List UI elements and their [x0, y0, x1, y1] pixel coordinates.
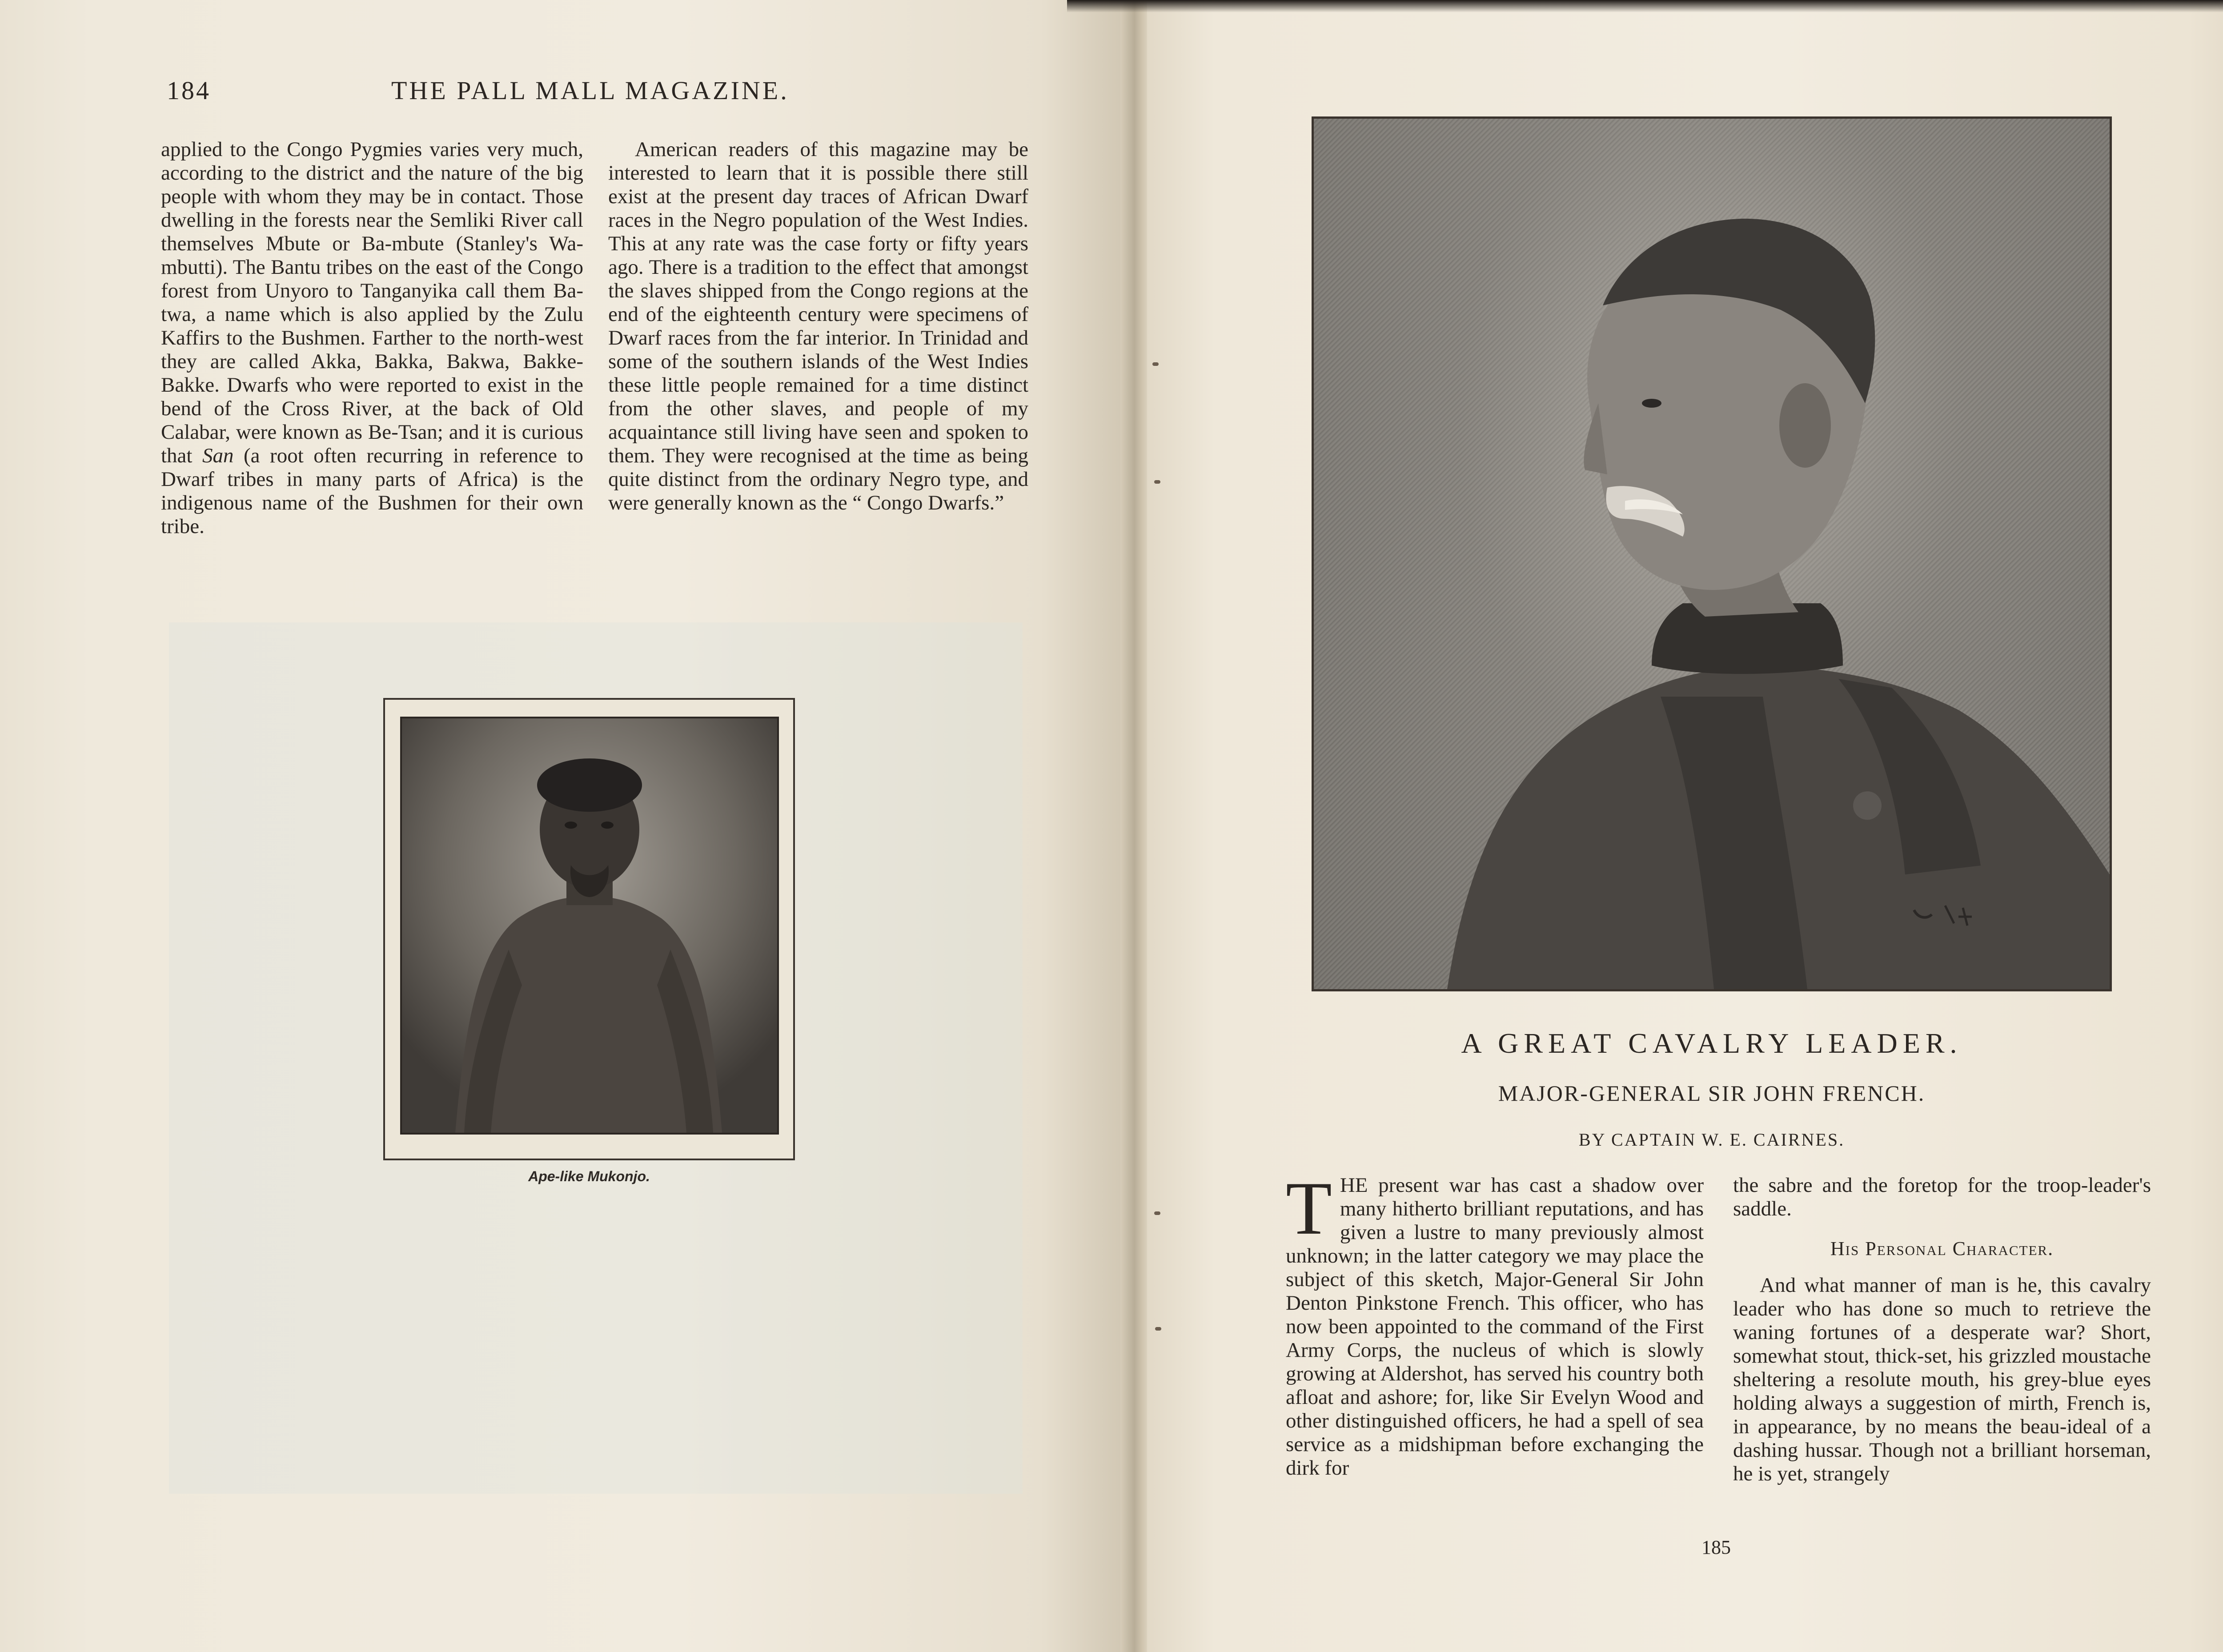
portrait-frame [1312, 116, 2112, 991]
binding-mark [1154, 1211, 1160, 1215]
right-column-1 [1286, 1167, 1704, 1480]
mukonjo-photo [400, 717, 779, 1135]
article-title: A GREAT CAVALRY LEADER. [1461, 1027, 1962, 1059]
drop-cap: T [1286, 1167, 1332, 1250]
running-head [167, 76, 1011, 111]
article-byline: BY CAPTAIN W. E. CAIRNES. [1578, 1130, 1845, 1150]
article-subtitle: MAJOR-GENERAL SIR JOHN FRENCH. [1498, 1081, 1926, 1106]
binding-mark [1155, 1327, 1161, 1331]
page-number-right: 185 [1701, 1536, 1731, 1558]
left-column-1-tail: (a root often recurring in reference to Dwarf tribes in many parts of Africa) is the indigenous name of the Bushmen for their own tribe. [161, 444, 583, 538]
man-figure-illustration [402, 718, 777, 1133]
journal-title: THE PALL MALL MAGAZINE. [391, 76, 789, 105]
top-shadow [1067, 0, 2223, 12]
page-number-left: 184 [167, 76, 211, 105]
binding-mark [1154, 480, 1160, 484]
general-portrait-illustration [1314, 119, 2110, 989]
right-column-2 [1733, 1174, 2151, 1486]
right-column-1-text: HE present war has cast a shadow over many hitherto brilliant reputations, and has given a lustre to many previously almost unknown; in the latter category we may place the subject of this sketch, Major-General Sir John Denton Pinkstone French. This officer, who has now been appointed to the command of the First Army Corps, the nucleus of which is slowly growing at Aldershot, has served his country both afloat and ashore; for, like Sir Evelyn Wood and other distinguished officers, he had a spell of sea service as a midshipman before exchanging the dirk for [1286, 1174, 1704, 1480]
photo-caption: Ape-like Mukonjo. [528, 1168, 650, 1184]
binding-mark [1152, 362, 1159, 366]
right-column-2-start: the sabre and the foretop for the troop-leader's saddle. [1733, 1174, 2151, 1220]
right-column-2-body: And what manner of man is he, this cavalry leader who has done so much to retrieve the waning fortunes of a desperate war? Short, somewhat stout, thick-set, his grizzled moustache sheltering a resolute mouth, his grey-blue eyes holding always a suggestion of mirth, French is, in appearance, by no means the beau-ideal of a dashing hussar. Though not a brilliant horseman, he is yet, strangely [1733, 1274, 2151, 1485]
left-column-1 [161, 138, 583, 538]
section-heading: His Personal Character. [1830, 1238, 2054, 1259]
left-column-1-text: applied to the Congo Pygmies varies very much, according to the district and the nature of the big people with whom they may be in contact. Those dwelling in the forests near the Semliki River call themselves Mbute or Ba-mbute (Stanley's Wa-mbutti). The Bantu tribes on the east of the Congo forest from Unyoro to Tanganyika call them Ba-twa, a name which is also applied by the Zulu Kaffirs to the Bushmen. Farther to the north-west they are called Akka, Bakka, Bakwa, Bakke-Bakke. Dwarfs who were reported to exist in the bend of the Cross River, at the back of Old Calabar, were known as Be-Tsan; and it is curious that [161, 138, 583, 467]
left-column-2: American readers of this magazine may be interested to learn that it is possible there still exist at the present day traces of African Dwarf races in the Negro population of the West Indies. This at any rate was the case forty or fifty years ago. There is a tradition to the effect that amongst the slaves shipped from the Congo regions at the end of the eighteenth century were specimens of Dwarf races from the far interior. In Trinidad and some of the southern islands of the West Indies these little people remained for a time distinct from the other slaves, and people of my acquaintance still living have seen and spoken to them. They were recognised at the time as being quite distinct from the ordinary Negro type, and were generally known as the “ Congo Dwarfs.” [608, 138, 1028, 514]
italic-word: San [202, 444, 234, 467]
photo-frame [383, 698, 795, 1160]
